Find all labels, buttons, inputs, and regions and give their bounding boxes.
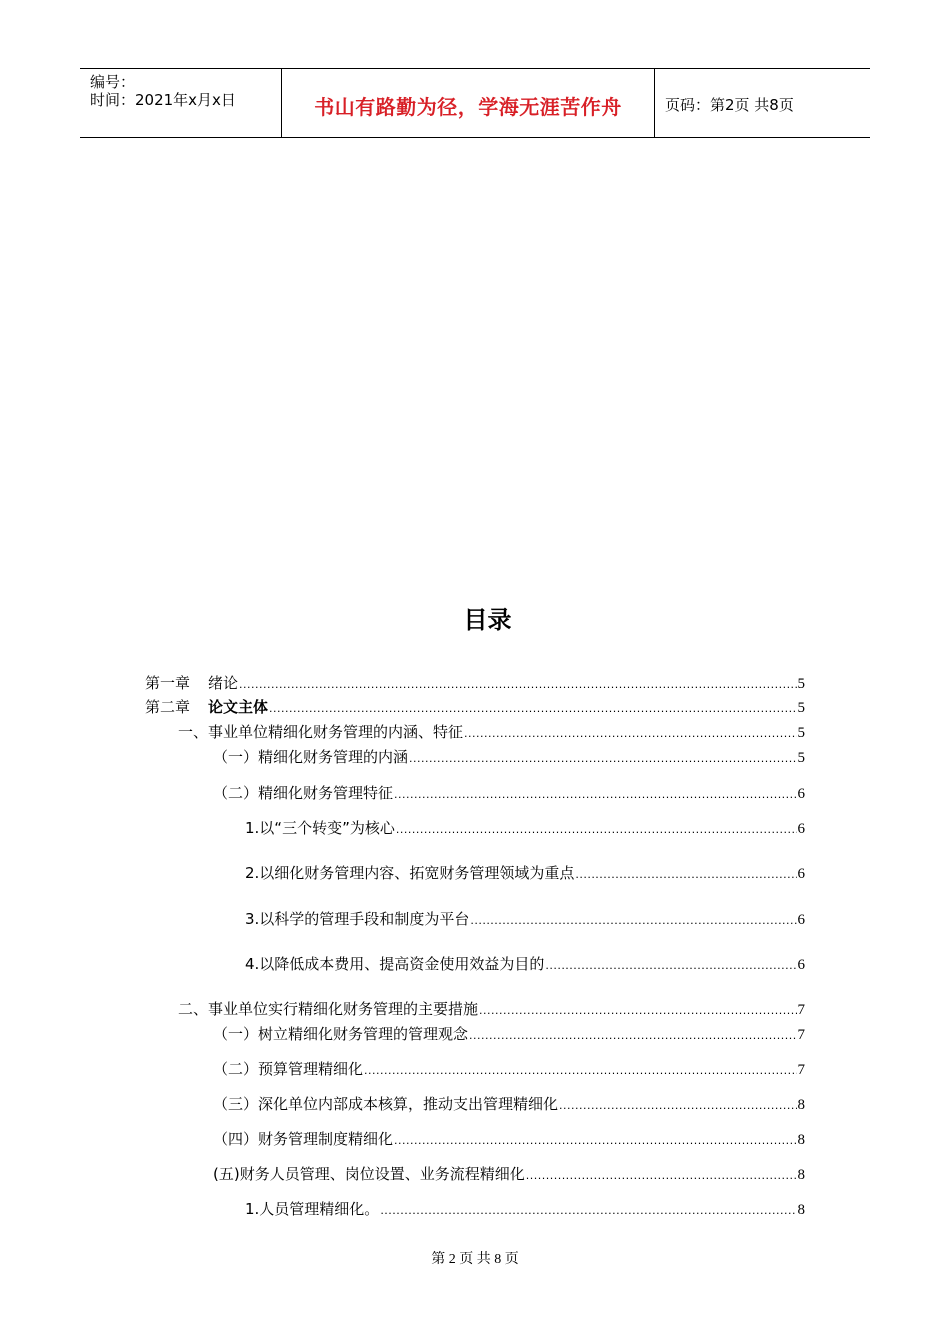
toc-entry-label: 论文主体: [208, 698, 269, 716]
toc-entry-page: 5: [797, 700, 805, 716]
toc-leader-dots: [545, 956, 796, 976]
toc-entry-page: 8: [797, 1132, 805, 1148]
toc-entry-page: 6: [797, 912, 805, 928]
toc-leader-dots: [464, 724, 796, 744]
toc-entry-page: 5: [797, 725, 805, 741]
toc-entry-page: 7: [797, 1062, 805, 1078]
toc-entry-subsection[interactable]: [213, 1024, 805, 1044]
toc-entry-label: 绪论: [208, 674, 239, 692]
toc-entry-label: 2.以细化财务管理内容、拓宽财务管理领域为重点: [245, 864, 575, 882]
document-time-label: 时间：2021年x月x日: [90, 91, 236, 109]
toc-entry-label: （二）预算管理精细化: [213, 1060, 364, 1078]
toc-leader-dots: [479, 1001, 796, 1021]
toc-entry-label: 4.以降低成本费用、提高资金使用效益为目的: [245, 955, 545, 973]
toc-entry-label: 1.以“三个转变”为核心: [245, 819, 395, 837]
toc-leader-dots: [469, 1026, 796, 1046]
toc-entry-label: 二、事业单位实行精细化财务管理的主要措施: [178, 1000, 479, 1018]
toc-entry-subsection[interactable]: [213, 1059, 805, 1079]
toc-leader-dots: [559, 1096, 796, 1116]
toc-leader-dots: [394, 785, 796, 805]
toc-entry-page: 6: [797, 866, 805, 882]
toc-leader-dots: [364, 1061, 796, 1081]
toc-entry-page: 6: [797, 957, 805, 973]
toc-entry-label: （一）精细化财务管理的内涵: [213, 748, 409, 766]
toc-entry-item[interactable]: [245, 909, 805, 929]
toc-entry-page: 7: [797, 1027, 805, 1043]
page-footer: 第 2 页 共 8 页: [431, 1252, 519, 1267]
toc-leader-dots: [239, 675, 796, 695]
header-motto-cell: [281, 69, 655, 137]
page-header: [80, 68, 870, 138]
toc-entry-section-2[interactable]: [178, 999, 805, 1019]
toc-entry-label: 一、事业单位精细化财务管理的内涵、特征: [178, 723, 464, 741]
toc-title: 目录: [463, 606, 512, 634]
toc-entry-page: 8: [797, 1097, 805, 1113]
toc-entry-chapter: 第一章: [145, 674, 191, 692]
toc-entry-label: 3.以科学的管理手段和制度为平台: [245, 910, 470, 928]
toc-entry-item[interactable]: [245, 818, 805, 838]
toc-entry-label: （一）树立精细化财务管理的管理观念: [213, 1025, 469, 1043]
header-info-cell: [80, 69, 280, 137]
toc-entry-label: （三）深化单位内部成本核算，推动支出管理精细化: [213, 1095, 559, 1113]
toc-entry-subsection[interactable]: [213, 1164, 805, 1184]
toc-entry-chapter-1[interactable]: [145, 673, 805, 693]
toc-entry-page: 8: [797, 1167, 805, 1183]
toc-entry-page: 6: [797, 786, 805, 802]
toc-leader-dots: [526, 1166, 797, 1186]
toc-entry-item[interactable]: [245, 954, 805, 974]
toc-leader-dots: [380, 1201, 796, 1221]
toc-entry-subsection[interactable]: [213, 747, 805, 767]
toc-leader-dots: [470, 911, 796, 931]
header-motto: 书山有路勤为径，学海无涯苦作舟: [314, 95, 622, 119]
toc-leader-dots: [269, 699, 796, 719]
toc-leader-dots: [394, 1131, 796, 1151]
toc-entry-page: 7: [797, 1002, 805, 1018]
toc-entry-section-1[interactable]: [178, 722, 805, 742]
toc-entry-label: (五)财务人员管理、岗位设置、业务流程精细化: [213, 1165, 525, 1183]
toc-entry-label: （二）精细化财务管理特征: [213, 784, 394, 802]
toc-entry-label: （四）财务管理制度精细化: [213, 1130, 394, 1148]
header-page-number: 页码：第2页 共8页: [665, 96, 794, 114]
toc-entry-subsection[interactable]: [213, 783, 805, 803]
toc-leader-dots: [409, 749, 796, 769]
toc-entry-page: 6: [797, 821, 805, 837]
header-page-cell: [655, 69, 870, 137]
toc-entry-subsection[interactable]: [213, 1094, 805, 1114]
toc-entry-chapter: 第二章: [145, 698, 191, 716]
toc-entry-page: 5: [797, 750, 805, 766]
toc-entry-item[interactable]: [245, 1199, 805, 1219]
toc-leader-dots: [396, 820, 797, 840]
toc-entry-subsection[interactable]: [213, 1129, 805, 1149]
toc-entry-chapter-2[interactable]: [145, 697, 805, 717]
toc-leader-dots: [575, 865, 796, 885]
toc-entry-label: 1.人员管理精细化。: [245, 1200, 380, 1218]
toc-entry-page: 5: [797, 676, 805, 692]
toc-entry-page: 8: [797, 1202, 805, 1218]
toc-entry-item[interactable]: [245, 863, 805, 883]
document-number-label: 编号：: [90, 73, 136, 91]
